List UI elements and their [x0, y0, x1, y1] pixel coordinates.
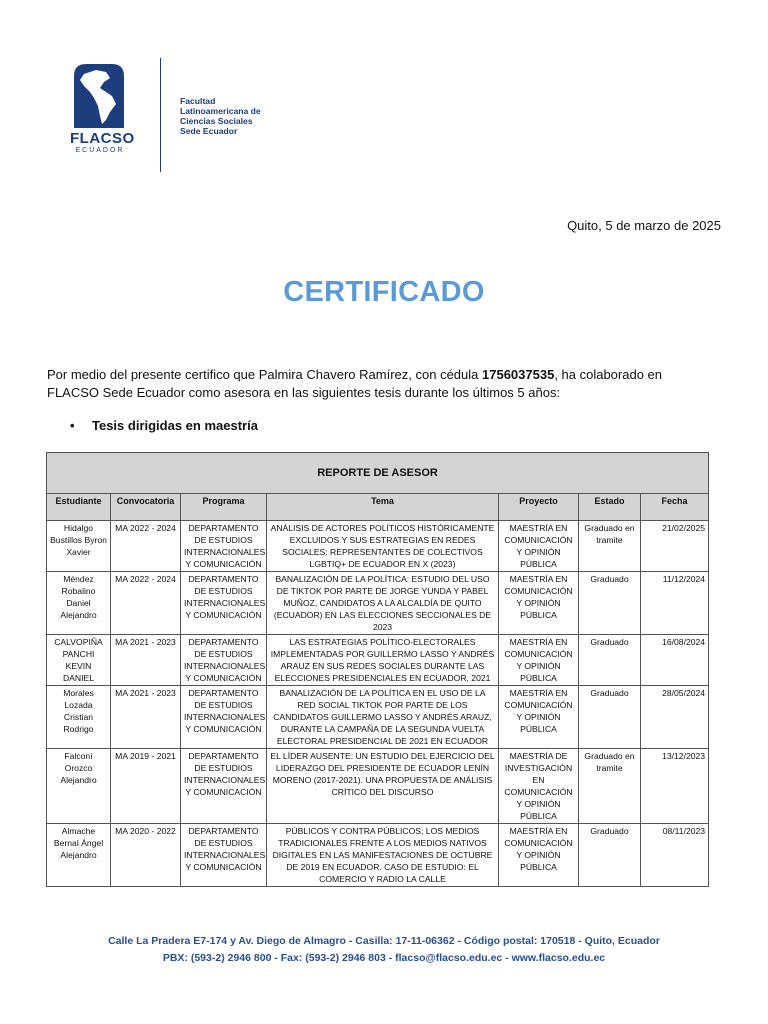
faculty-line: Latinoamericana de — [180, 106, 261, 116]
section-bullet — [70, 418, 258, 433]
cell-programa: DEPARTAMENTO DE ESTUDIOS INTERNACIONALES Y COMUNICACIÓN — [181, 824, 267, 887]
table-row — [47, 635, 709, 686]
section-title: Tesis dirigidas en maestría — [92, 418, 258, 433]
cell-programa: DEPARTAMENTO DE ESTUDIOS INTERNACIONALES Y COMUNICACIÓN — [181, 686, 267, 749]
advisor-report-table — [46, 452, 709, 887]
table-title: REPORTE DE ASESOR — [47, 453, 709, 494]
cell-fecha: 21/02/2025 — [641, 521, 709, 572]
cell-estado: Graduado — [579, 635, 641, 686]
cell-convocatoria: MA 2021 - 2023 — [111, 686, 181, 749]
column-header: Convocatoria — [111, 494, 181, 521]
document-date: Quito, 5 de marzo de 2025 — [567, 218, 721, 233]
column-header: Proyecto — [499, 494, 579, 521]
column-header: Estudiante — [47, 494, 111, 521]
cell-proyecto: MAESTRÍA DE INVESTIGACIÓN EN COMUNICACIÓN Y OPINIÓN PÚBLICA — [499, 749, 579, 824]
cell-estado: Graduado en tramite — [579, 749, 641, 824]
table-row — [47, 572, 709, 635]
cell-programa: DEPARTAMENTO DE ESTUDIOS INTERNACIONALES Y COMUNICACIÓN — [181, 635, 267, 686]
faculty-name — [180, 96, 261, 136]
logo-divider — [160, 58, 161, 172]
cell-proyecto: MAESTRÍA EN COMUNICACIÓN Y OPINIÓN PÚBLICA — [499, 572, 579, 635]
cell-estado: Graduado — [579, 686, 641, 749]
cell-fecha: 13/12/2023 — [641, 749, 709, 824]
table-row — [47, 521, 709, 572]
column-header: Programa — [181, 494, 267, 521]
intro-text-before: Por medio del presente certifico que Palmira Chavero Ramírez, con cédula — [47, 367, 482, 382]
cell-convocatoria: MA 2020 - 2022 — [111, 824, 181, 887]
cell-fecha: 16/08/2024 — [641, 635, 709, 686]
cell-proyecto: MAESTRÍA EN COMUNICACIÓN Y OPINIÓN PÚBLICA — [499, 824, 579, 887]
cell-tema: BANALIZACIÓN DE LA POLÍTICA EN EL USO DE LA RED SOCIAL TIKTOK POR PARTE DE LOS CANDIDATOS GUILLERMO LASSO Y ANDRÉS ARAUZ, DURANTE LA CAMPAÑA DE LA SEGUNDA VUELTA ELECTORAL PRESIDENCIAL DE 2021 EN ECUADOR — [267, 686, 499, 749]
flacso-logo — [70, 58, 270, 176]
cell-estado: Graduado — [579, 572, 641, 635]
cell-tema: PÚBLICOS Y CONTRA PÚBLICOS; LOS MEDIOS TRADICIONALES FRENTE A LOS MEDIOS NATIVOS DIGITALES EN LAS MANIFESTACIONES DE OCTUBRE DE 2019 EN ECUADOR. CASO DE ESTUDIO: EL COMERCIO Y RADIO LA CALLE — [267, 824, 499, 887]
cell-proyecto: MAESTRÍA EN COMUNICACIÓN Y OPINIÓN PÚBLICA — [499, 686, 579, 749]
cell-programa: DEPARTAMENTO DE ESTUDIOS INTERNACIONALES Y COMUNICACIÓN — [181, 521, 267, 572]
cell-tema: ANÁLISIS DE ACTORES POLÍTICOS HISTÓRICAMENTE EXCLUIDOS Y SUS ESTRATEGIAS EN REDES SOCIALES: REPRESENTANTES DE COLECTIVOS LGBTIQ+ DE ECUADOR EN X (2023) — [267, 521, 499, 572]
cell-proyecto: MAESTRÍA EN COMUNICACIÓN Y OPINIÓN PÚBLICA — [499, 521, 579, 572]
cell-estudiante: Almache Bernal Ángel Alejandro — [47, 824, 111, 887]
faculty-line: Facultad — [180, 96, 216, 106]
cell-convocatoria: MA 2021 - 2023 — [111, 635, 181, 686]
cell-fecha: 28/05/2024 — [641, 686, 709, 749]
cell-programa: DEPARTAMENTO DE ESTUDIOS INTERNACIONALES Y COMUNICACIÓN — [181, 749, 267, 824]
cell-estado: Graduado en tramite — [579, 521, 641, 572]
cell-estudiante: Morales Lozada Cristian Rodrigo — [47, 686, 111, 749]
column-header: Estado — [579, 494, 641, 521]
bullet-icon: • — [70, 418, 75, 433]
footer-phone-email: PBX: (593-2) 2946 800 - Fax: (593-2) 2946 803 - flacso@flacso.edu.ec - www.flacso.edu.ec — [162, 952, 606, 964]
cell-estudiante: Méndez Robalino Daniel Alejandro — [47, 572, 111, 635]
brand-subtitle: ECUADOR — [75, 147, 125, 154]
faculty-line: Ciencias Sociales — [180, 116, 253, 126]
cell-estudiante: CALVOPIÑA PANCHI KEVIN DANIEL — [47, 635, 111, 686]
cedula-number: 1756037535 — [482, 367, 555, 382]
faculty-line: Sede Ecuador — [180, 126, 238, 136]
table-row — [47, 686, 709, 749]
footer-contact — [0, 933, 768, 967]
cell-tema: LAS ESTRATEGIAS POLÍTICO-ELECTORALES IMPLEMENTADAS POR GUILLERMO LASSO Y ANDRÉS ARAUZ EN SUS REDES SOCIALES DURANTE LAS ELECCIONES PRESIDENCIALES EN ECUADOR, 2021 — [267, 635, 499, 686]
footer-address: Calle La Pradera E7-174 y Av. Diego de Almagro - Casilla: 17-11-06362 - Código postal: 170518 - Quito, Ecuador — [108, 935, 660, 947]
brand-name: FLACSO — [70, 130, 135, 147]
intro-paragraph — [47, 366, 717, 402]
cell-convocatoria: MA 2022 - 2024 — [111, 572, 181, 635]
document-title: CERTIFICADO — [283, 276, 485, 308]
cell-tema: BANALIZACIÓN DE LA POLÍTICA: ESTUDIO DEL USO DE TIKTOK POR PARTE DE JORGE YUNDA Y PABEL MUÑOZ, CANDIDATOS A LA ALCALDÍA DE QUITO (ECUADOR) EN LAS ELECCIONES SECCIONALES DE 2023 — [267, 572, 499, 635]
cell-convocatoria: MA 2022 - 2024 — [111, 521, 181, 572]
column-header: Tema — [267, 494, 499, 521]
cell-programa: DEPARTAMENTO DE ESTUDIOS INTERNACIONALES Y COMUNICACIÓN — [181, 572, 267, 635]
cell-convocatoria: MA 2019 - 2021 — [111, 749, 181, 824]
table-row — [47, 824, 709, 887]
americas-map-icon — [70, 58, 128, 130]
cell-tema: EL LÍDER AUSENTE: UN ESTUDIO DEL EJERCICIO DEL LIDERAZGO DEL PRESIDENTE DE ECUADOR LENÍN MORENO (2017-2021). UNA PROPUESTA DE ANÁLISIS CRÍTICO DEL DISCURSO — [267, 749, 499, 824]
intro-text-after: , ha colaborado en FLACSO Sede Ecuador como asesora en las siguientes tesis durante los últimos 5 años: — [47, 367, 663, 400]
cell-fecha: 08/11/2023 — [641, 824, 709, 887]
cell-fecha: 11/12/2024 — [641, 572, 709, 635]
cell-estudiante: Falconí Orozco Alejandro — [47, 749, 111, 824]
cell-proyecto: MAESTRÍA EN COMUNICACIÓN Y OPINIÓN PÚBLICA — [499, 635, 579, 686]
table-row — [47, 749, 709, 824]
cell-estudiante: Hidalgo Bustillos Byron Xavier — [47, 521, 111, 572]
cell-estado: Graduado — [579, 824, 641, 887]
column-header: Fecha — [641, 494, 709, 521]
table-header-row — [47, 494, 709, 521]
